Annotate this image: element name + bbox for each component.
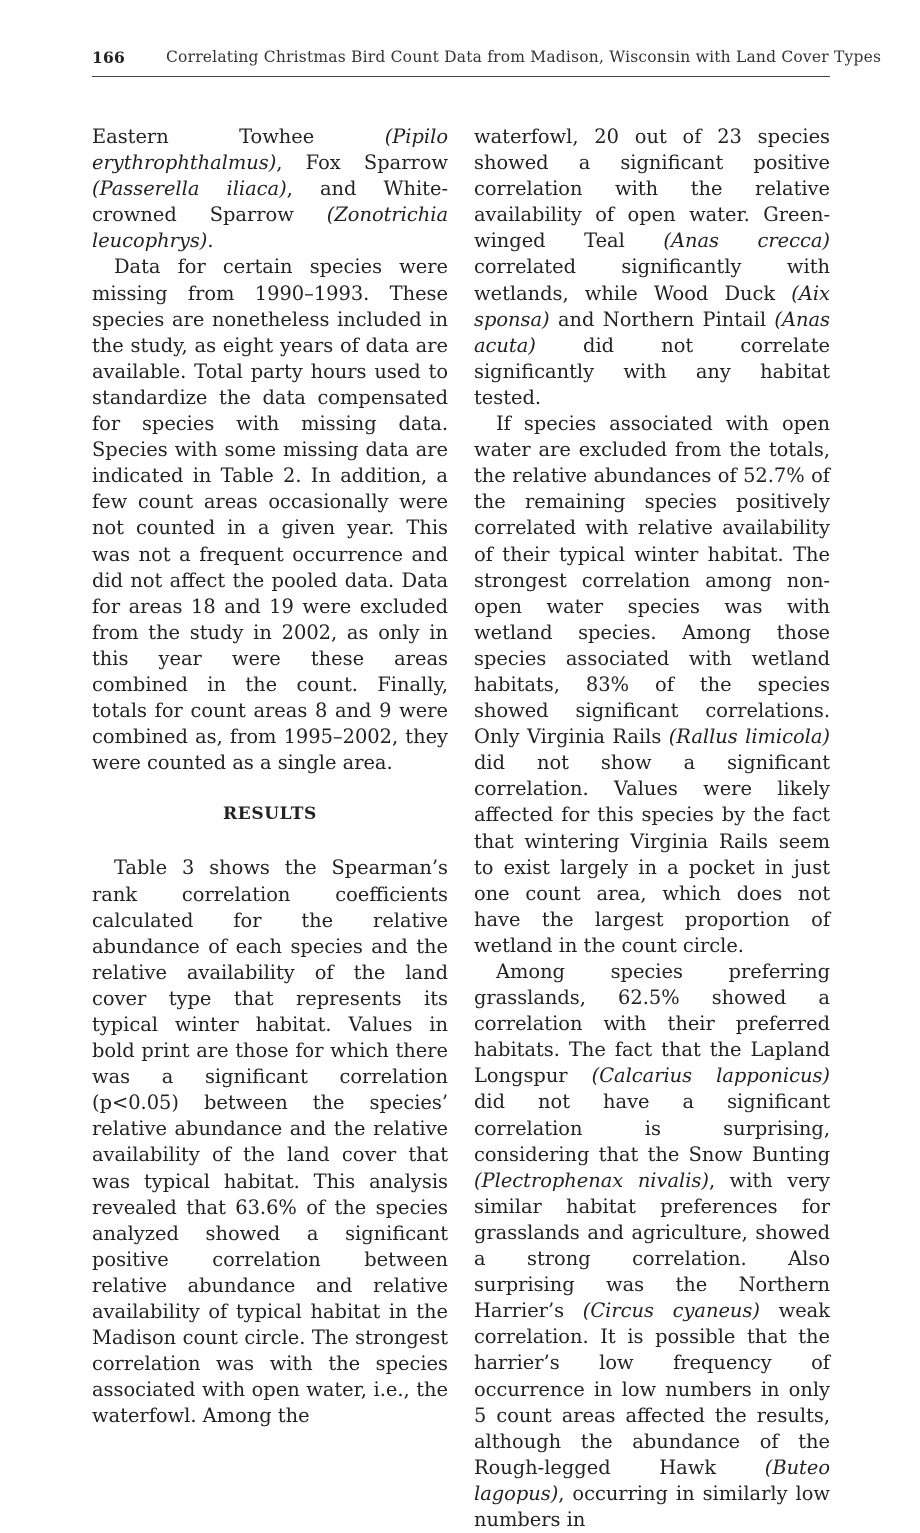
text-run: , with very similar habitat preferences for grasslands and agriculture, showed a strong correlation. Also surprising was the Northern Harrier’s (474, 1168, 830, 1323)
text-run: did not show a significant correlation. Values were likely affected for this species by the fact that wintering Virginia Rails seem to exist largely in a pocket in just one count area, which does not have the largest proportion of wetland in the count circle. (474, 751, 830, 957)
species-name: (Anas acuta) (474, 307, 830, 357)
text-run: . (207, 229, 214, 253)
left-column (92, 124, 448, 1430)
text-run: , occurring in similarly low numbers in (474, 1481, 830, 1531)
paragraph-grasslands (474, 959, 830, 1533)
species-name: (Calcarius lapponicus) (591, 1064, 830, 1088)
species-name: (Anas crecca) (663, 229, 830, 253)
species-name: (Aix sponsa) (474, 281, 830, 331)
species-name: (Pipilo erythrophthalmus) (92, 125, 448, 175)
text-run: did not have a significant correlation is surprising, considering that the Snow Bunting (474, 1090, 830, 1166)
section-heading-results: RESULTS (223, 804, 317, 825)
species-name: (Zonotrichia leucophrys) (92, 203, 448, 253)
text-run: If species associated with open water are excluded from the totals, the relative abundances of 52.7% of the remaining species positively correlated with relative availability of their typical winter habitat. The strongest correlation among non-open water species was with wetland species. Among those species associated with wetland habitats, 83% of the species showed significant correlations. Only Virginia Rails (474, 412, 830, 749)
running-title: Correlating Christmas Bird Count Data from Madison, Wisconsin with Land Cover Types (166, 48, 882, 66)
header-rule (92, 76, 830, 77)
text-run: and Northern Pintail (549, 307, 775, 331)
paragraph-waterfowl (474, 124, 830, 411)
text-run: correlated significantly with wetlands, while Wood Duck (474, 255, 830, 305)
text-run: waterfowl, 20 out of 23 species showed a significant positive correlation with the relative availability of open water. Green-winged Teal (474, 125, 830, 253)
text-run: weak correlation. It is possible that the harrier’s low frequency of occurrence in low numbers in only 5 count areas affected the results, although the abundance of the Rough-legged Hawk (474, 1299, 830, 1479)
text-run: , Fox Sparrow (276, 151, 448, 175)
paragraph-species-list (92, 124, 448, 254)
species-name: (Plectrophenax nivalis) (474, 1168, 709, 1192)
species-name: (Buteo lagopus) (474, 1455, 830, 1505)
text-run: did not correlate significantly with any habitat tested. (474, 333, 830, 409)
paragraph-results-intro: Table 3 shows the Spearman’s rank correlation coefficients calculated for the relative abundance of each species and the relative availability of the land cover type that represents its typical winter habitat. Values in bold print are those for which there was a significant correlation (p<0.05) between the species’ relative abundance and the relative availability of the land cover that was typical habitat. This analysis revealed that 63.6% of the species analyzed showed a significant positive correlation between relative abundance and relative availability of typical habitat in the Madison count circle. The strongest correlation was with the species associated with open water, i.e., the waterfowl. Among the (92, 856, 448, 1428)
text-run: Eastern Towhee (92, 125, 385, 148)
species-name: (Rallus limicola) (668, 725, 830, 749)
text-run: , and White-crowned Sparrow (92, 177, 448, 227)
page-number: 166 (92, 48, 125, 67)
text-run: Among species preferring grasslands, 62.5% showed a correlation with their preferred habitats. The fact that the Lapland Longspur (474, 960, 830, 1088)
species-name: (Circus cyaneus) (582, 1299, 760, 1323)
right-column (474, 124, 830, 1533)
paragraph-wetland (474, 411, 830, 959)
paragraph-missing-data: Data for certain species were missing from 1990–1993. These species are nonetheless included in the study, as eight years of data are available. Total party hours used to standardize the data compensated for species with missing data. Species with some missing data are indicated in Table 2. In addition, a few count areas occasionally were not counted in a given year. This was not a frequent occurrence and did not affect the pooled data. Data for areas 18 and 19 were excluded from the study in 2002, as only in this year were these areas combined in the count. Finally, totals for count areas 8 and 9 were combined as, from 1995–2002, they were counted as a single area. (92, 255, 448, 775)
species-name: (Passerella iliaca) (92, 177, 287, 201)
running-header (92, 48, 882, 72)
